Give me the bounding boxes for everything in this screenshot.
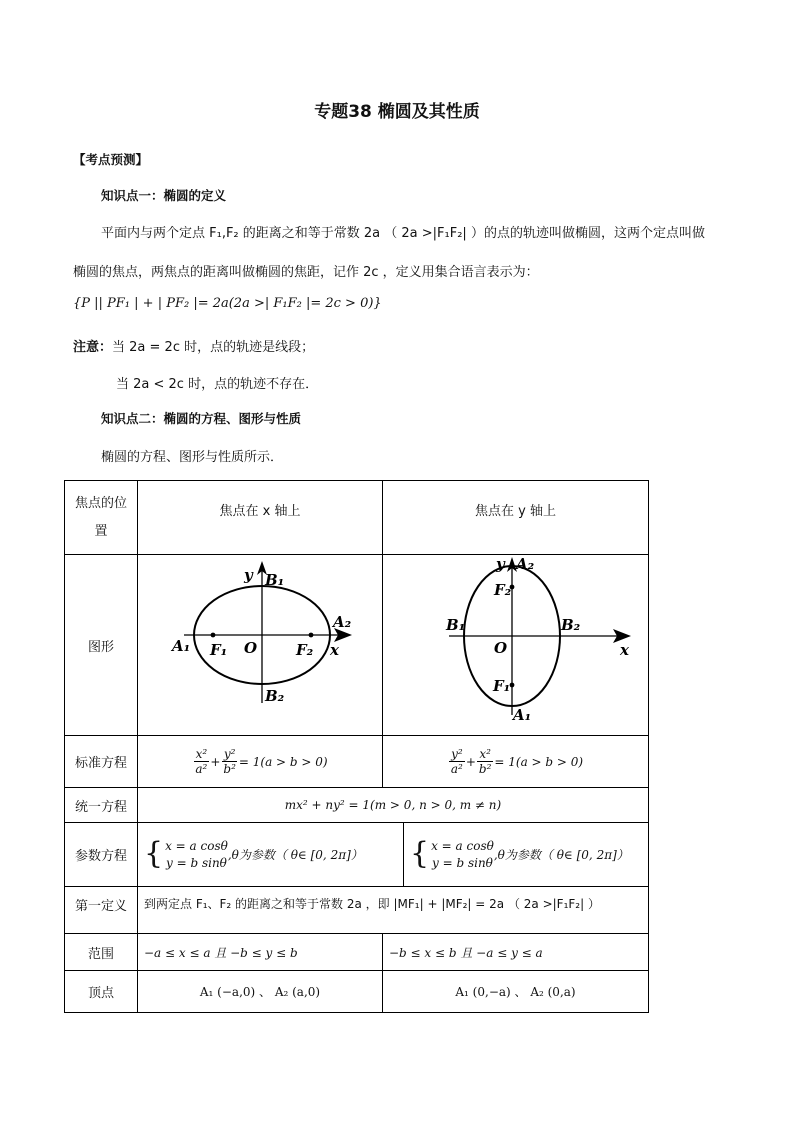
parametric-equation-y: { x = a cosθ y = b sinθ ,θ为参数（ θ∈ [0, 2π]） bbox=[410, 835, 629, 871]
focus-f1-dot bbox=[211, 633, 216, 638]
std-x-num1: x² bbox=[195, 747, 208, 761]
row-label-standard-equation: 标准方程 bbox=[74, 756, 127, 771]
fig-y-label-b2: B₂ bbox=[561, 616, 581, 634]
std-x-num2: y² bbox=[223, 747, 236, 761]
std-y-den2: b² bbox=[478, 762, 492, 776]
note-text-1: 当 2a = 2c 时，点的轨迹是线段； bbox=[112, 340, 315, 355]
std-x-den2: b² bbox=[223, 762, 236, 776]
param-x-line1: x = a cosθ bbox=[165, 838, 228, 853]
first-definition: 到两定点 F₁、F₂ 的距离之和等于常数 2a ，即 |MF₁| + |MF₂| = 2a （ 2a >|F₁F₂| ） bbox=[144, 897, 600, 911]
row-label-vertices: 顶点 bbox=[87, 986, 114, 1001]
fig-x-label-a1: A₁ bbox=[172, 637, 191, 655]
row-label-unified-equation: 统一方程 bbox=[74, 799, 127, 815]
std-y-rest: = 1(a > b > 0) bbox=[494, 754, 584, 769]
fig-y-label-b1: B₁ bbox=[446, 616, 466, 634]
std-x-rest: = 1(a > b > 0) bbox=[238, 754, 328, 769]
std-x-den1: a² bbox=[195, 762, 208, 776]
param-y-line1: x = a cosθ bbox=[431, 838, 494, 853]
fig-x-label-f1: F₁ bbox=[210, 641, 228, 659]
section-label: 【考点预测】 bbox=[73, 152, 149, 167]
table-intro: 椭圆的方程、图形与性质所示． bbox=[101, 450, 284, 465]
fig-y-label-f1: F₁ bbox=[493, 677, 511, 695]
fig-y-label-o: O bbox=[494, 639, 508, 657]
fig-y-label-x: x bbox=[620, 641, 629, 659]
fig-x-label-b2: B₂ bbox=[265, 687, 285, 705]
focus-f2-dot bbox=[309, 633, 314, 638]
row-label-first-definition: 第一定义 bbox=[74, 899, 127, 914]
fig-x-label-f2: F₂ bbox=[296, 641, 314, 659]
knowledge-point-1-title: 知识点一：椭圆的定义 bbox=[101, 188, 227, 203]
vertices-x: A₁ (−a,0) 、 A₂ (a,0) bbox=[199, 985, 321, 999]
row-label-figure: 图形 bbox=[87, 639, 114, 655]
range-x: −a ≤ x ≤ a 且 −b ≤ y ≤ b bbox=[144, 945, 298, 960]
set-expression: {P || PF₁ | + | PF₂ |= 2a(2a >| F₁F₂ |= 2c > 0)} bbox=[73, 296, 382, 311]
std-y-num2: x² bbox=[479, 747, 491, 761]
fig-x-label-y: y bbox=[244, 566, 253, 584]
ellipse-x-figure bbox=[138, 555, 382, 735]
fig-x-label-a2: A₂ bbox=[333, 613, 352, 631]
standard-equation-x: $\frac{\text{x²}}{\text{a²}}$ + $\frac{\text{y²}}{\text{b²}}$ = 1(a > b > 0) bbox=[195, 747, 328, 776]
row-label-parametric-equation: 参数方程 bbox=[74, 849, 127, 864]
range-y: −b ≤ x ≤ b 且 −a ≤ y ≤ a bbox=[389, 945, 543, 960]
fig-y-label-y: y bbox=[496, 555, 505, 573]
std-y-den1: a² bbox=[450, 762, 463, 776]
param-y-tail: ,θ为参数（ θ∈ [0, 2π]） bbox=[493, 848, 629, 862]
definition-paragraph-line-1: 平面内与两个定点 F₁,F₂ 的距离之和等于常数 2a （ 2a >|F₁F₂| ）的点的轨迹叫做椭圆，这两个定点叫做 bbox=[101, 226, 705, 241]
vertices-y: A₁ (0,−a) 、 A₂ (0,a) bbox=[455, 985, 576, 999]
standard-equation-y: $\frac{\text{y²}}{\text{a²}}$ + $\frac{\text{x²}}{\text{b²}}$ = 1(a > b > 0) bbox=[450, 747, 584, 776]
note-line-2: 当 2a < 2c 时，点的轨迹不存在． bbox=[116, 377, 319, 392]
fig-y-label-f2: F₂ bbox=[494, 581, 512, 599]
param-x-line2: y = b sinθ bbox=[166, 855, 227, 870]
fig-y-label-a2: A₂ bbox=[516, 555, 535, 573]
unified-equation: mx² + ny² = 1(m > 0, n > 0, m ≠ n) bbox=[284, 798, 502, 812]
note-line-1 bbox=[73, 336, 314, 355]
std-y-num1: y² bbox=[451, 747, 463, 761]
fig-x-label-o: O bbox=[244, 639, 258, 657]
note-label: 注意： bbox=[73, 340, 113, 355]
header-focus-position bbox=[65, 481, 137, 554]
page-title: 专题38 椭圆及其性质 bbox=[314, 102, 480, 122]
parametric-equation-x: { x = a cosθ y = b sinθ ,θ为参数（ θ∈ [0, 2π]） bbox=[144, 835, 363, 871]
header-focus-x: 焦点在 x 轴上 bbox=[219, 503, 301, 519]
param-y-line2: y = b sinθ bbox=[432, 855, 493, 870]
ellipse-y-figure bbox=[383, 555, 648, 735]
row-label-range: 范围 bbox=[87, 946, 114, 962]
header-focus-position-line2: 置 bbox=[94, 523, 108, 539]
focus-f1-dot bbox=[510, 683, 515, 688]
definition-paragraph-line-2: 椭圆的焦点，两焦点的距离叫做椭圆的焦距，记作 2c ，定义用集合语言表示为： bbox=[73, 265, 539, 280]
param-x-tail: ,θ为参数（ θ∈ [0, 2π]） bbox=[227, 848, 363, 862]
header-focus-position-line1: 焦点的位 bbox=[74, 495, 127, 511]
header-focus-y: 焦点在 y 轴上 bbox=[475, 503, 556, 519]
fig-x-label-b1: B₁ bbox=[265, 571, 285, 589]
properties-table bbox=[64, 480, 649, 1013]
fig-x-label-x: x bbox=[330, 641, 339, 659]
knowledge-point-2-title: 知识点二：椭圆的方程、图形与性质 bbox=[101, 411, 302, 426]
fig-y-label-a1: A₁ bbox=[513, 706, 532, 724]
